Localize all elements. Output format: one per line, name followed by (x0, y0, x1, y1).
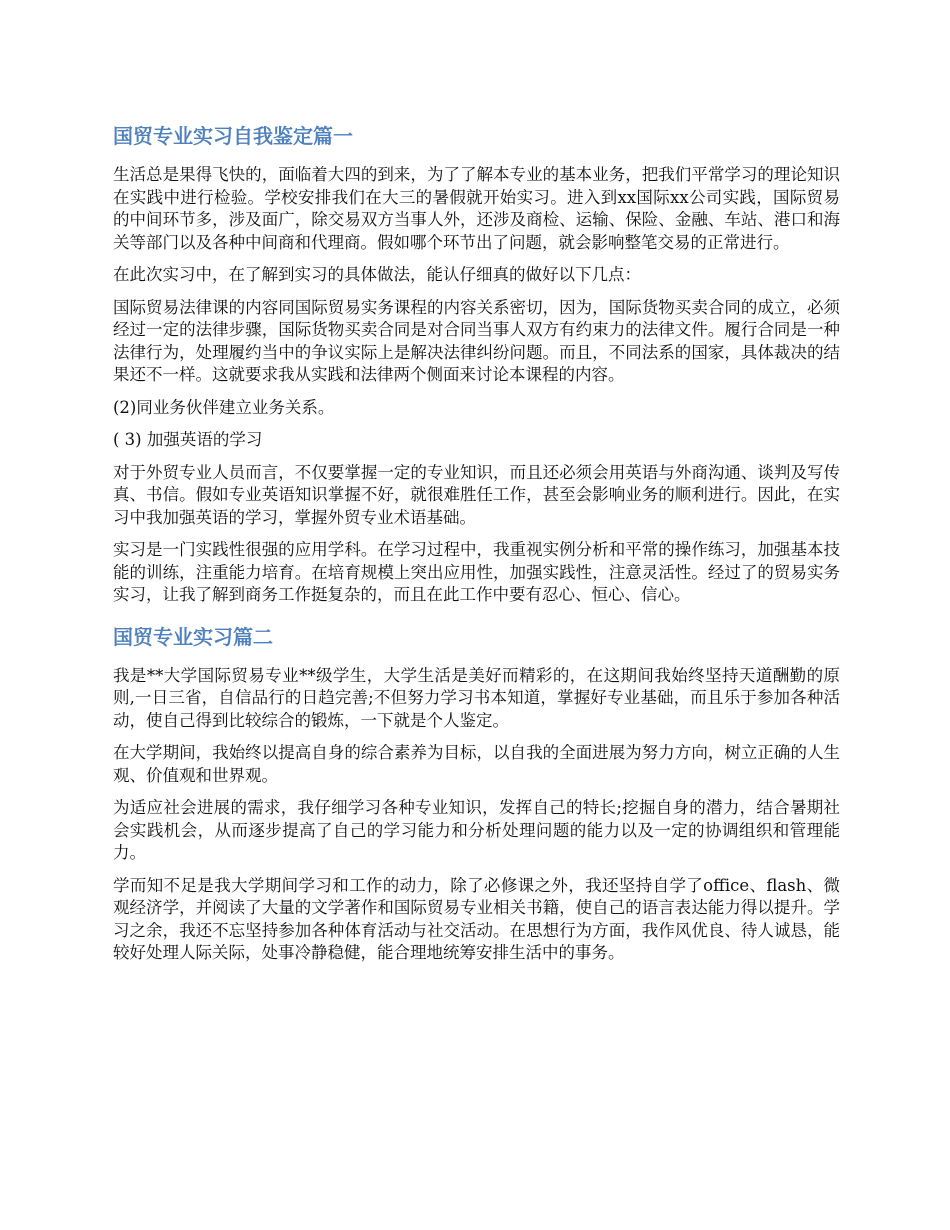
section-1-paragraph: 对于外贸专业人员而言，不仅要掌握一定的专业知识，而且还必须会用英语与外商沟通、谈判及写传真、书信。假如专业英语知识掌握不好，就很难胜任工作，甚至会影响业务的顺利进行。因此，在实习中我加强英语的学习，掌握外贸专业术语基础。 (113, 462, 840, 527)
section-1-paragraph: 实习是一门实践性很强的应用学科。在学习过程中，我重视实例分析和平常的操作练习，加强基本技能的训练，注重能力培育。在培育规模上突出应用性，加强实践性，注意灵活性。经过了的贸易实务实习，让我了解到商务工作挺复杂的，而且在此工作中要有忍心、恒心、信心。 (113, 540, 840, 604)
document-page (113, 120, 840, 975)
section-2-paragraph: 为适应社会进展的需求，我仔细学习各种专业知识，发挥自己的特长;挖掘自身的潜力，结合暑期社会实践机会，从而逐步提高了自己的学习能力和分析处理问题的能力以及一定的协调组织和管理能力。 (113, 798, 840, 862)
section-1-paragraph: 国际贸易法律课的内容同国际贸易实务课程的内容关系密切，因为，国际货物买卖合同的成立，必须经过一定的法律步骤，国际货物买卖合同是对合同当事人双方有约束力的法律文件。履行合同是一种法律行为，处理履约当中的争议实际上是解决法律纠纷问题。而且，不同法系的国家，具体裁决的结果还不一样。这就要求我从实践和法律两个侧面来讨论本课程的内容。 (113, 297, 840, 384)
section-1-paragraph: 在此次实习中，在了解到实习的具体做法，能认仔细真的做好以下几点： (113, 265, 641, 284)
section-2-paragraph: 学而知不足是我大学期间学习和工作的动力，除了必修课之外，我还坚持自学了office、flash、微观经济学，并阅读了大量的文学著作和国际贸易专业相关书籍，使自己的语言表达能力得以提升。学习之余，我还不忘坚持参加各种体育活动与社交活动。在思想行为方面，我作风优良、待人诚恳，能较好处理人际关际，处事冷静稳健，能合理地统筹安排生活中的事务。 (113, 875, 840, 962)
section-2-title: 国贸专业实习篇二 (113, 624, 273, 649)
section-1-paragraph: 生活总是果得飞快的，面临着大四的到来，为了了解本专业的基本业务，把我们平常学习的理论知识在实践中进行检验。学校安排我们在大三的暑假就开始实习。进入到xx国际xx公司实践，国际贸易的中间环节多，涉及面广，除交易双方当事人外，还涉及商检、运输、保险、金融、车站、港口和海关等部门以及各种中间商和代理商。假如哪个环节出了问题，就会影响整笔交易的正常进行。 (113, 165, 840, 252)
section-1-list-item: (2)同业务伙伴建立业务关系。 (113, 397, 335, 417)
section-2-paragraph: 在大学期间，我始终以提高自身的综合素养为目标，以自我的全面进展为努力方向，树立正确的人生观、价值观和世界观。 (113, 743, 840, 785)
section-1-list-item: ( 3) 加强英语的学习 (113, 430, 263, 449)
section-2-paragraph: 我是**大学国际贸易专业**级学生，大学生活是美好而精彩的，在这期间我始终坚持天道酬勤的原则,一日三省，自信品行的日趋完善;不但努力学习书本知道，掌握好专业基础，而且乐于参加各种活动，使自己得到比较综合的锻炼，一下就是个人鉴定。 (113, 665, 840, 730)
section-1-title: 国贸专业实习自我鉴定篇一 (113, 124, 353, 148)
